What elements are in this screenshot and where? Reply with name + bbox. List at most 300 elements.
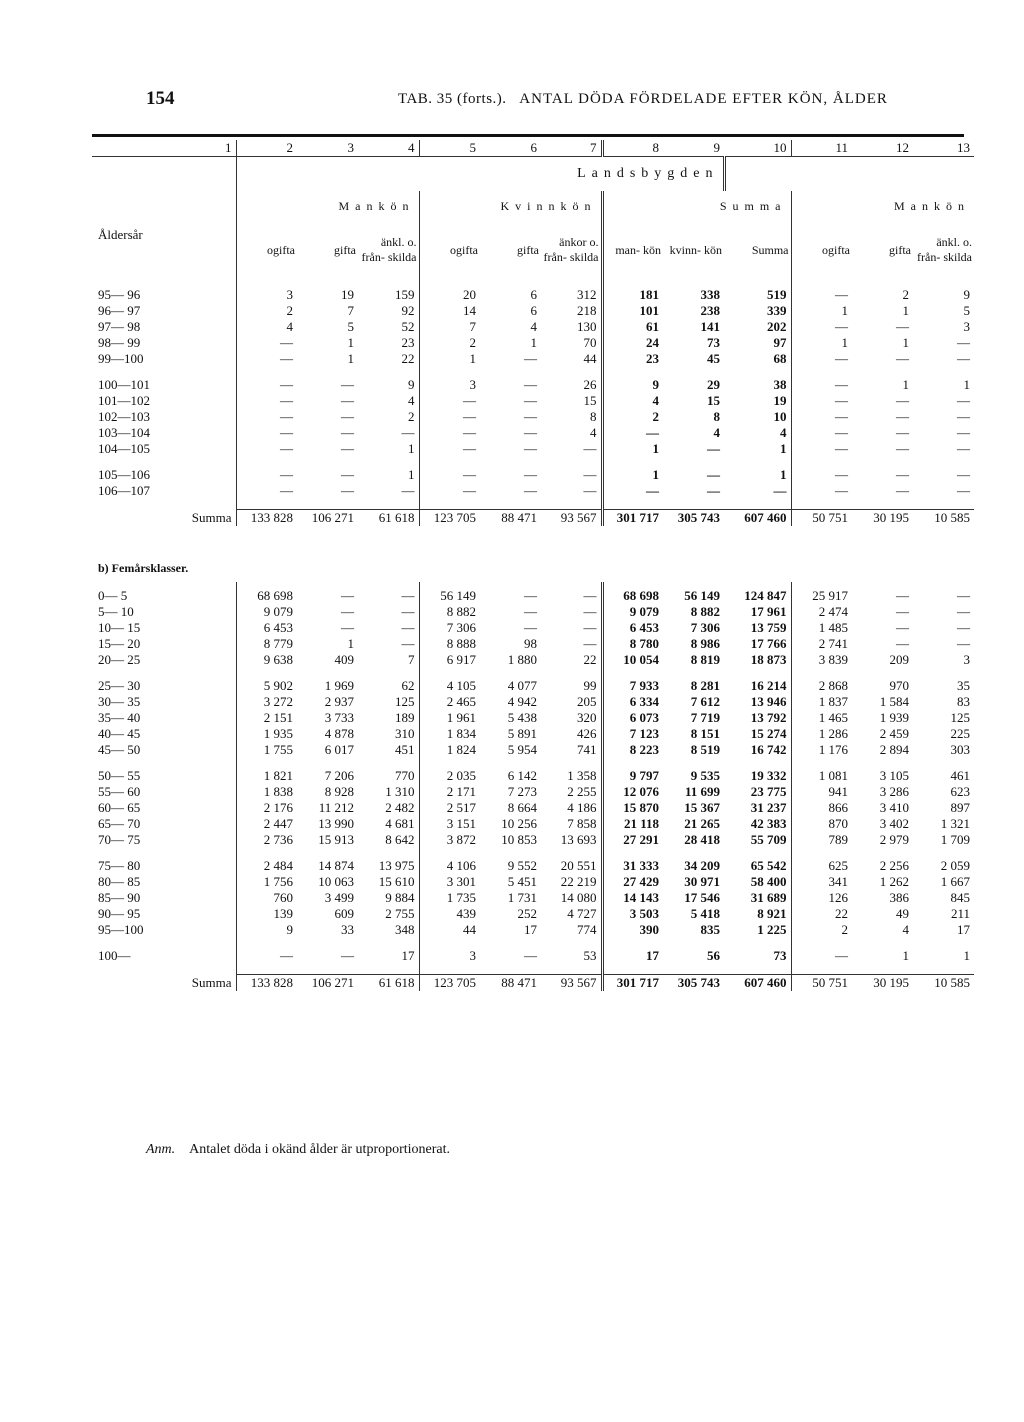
table-cell: — bbox=[896, 636, 909, 651]
blank-cell bbox=[663, 367, 724, 377]
table-cell: 303 bbox=[950, 742, 970, 757]
age-label: 50— 55 bbox=[92, 768, 236, 784]
table-cell: 4 bbox=[724, 425, 791, 441]
table-cell: 17 546 bbox=[684, 890, 720, 905]
table-cell: 5 bbox=[347, 319, 354, 334]
table-cell: 23 bbox=[358, 335, 419, 351]
table-cell: — bbox=[835, 393, 848, 408]
table-cell: 1 bbox=[724, 441, 791, 457]
area-header-row bbox=[92, 157, 974, 192]
table-cell: — bbox=[896, 483, 909, 498]
table-cell: 2 bbox=[841, 922, 848, 937]
table-cell: 1 837 bbox=[818, 694, 848, 709]
table-cell: 55 709 bbox=[724, 832, 791, 848]
table-cell: — bbox=[957, 393, 970, 408]
table-cell: 1 735 bbox=[446, 890, 476, 905]
table-cell: 1 969 bbox=[324, 678, 354, 693]
summa-cell: 50 751 bbox=[791, 510, 852, 527]
table-cell: 2 741 bbox=[818, 636, 848, 651]
table-cell: 2 979 bbox=[879, 832, 909, 847]
top-rule bbox=[92, 134, 964, 137]
table-cell: — bbox=[358, 483, 419, 499]
column-number: 7 bbox=[541, 140, 602, 157]
group-header-kvinnkon: Kvinnkön bbox=[419, 191, 602, 221]
table-cell: 1 262 bbox=[879, 874, 909, 889]
table-cell: 44 bbox=[463, 922, 476, 937]
table-cell: 3 bbox=[469, 377, 476, 392]
blank-cell bbox=[724, 279, 791, 287]
blank-cell bbox=[358, 499, 419, 510]
blank-cell bbox=[852, 279, 913, 287]
table-cell: 8 928 bbox=[324, 784, 354, 799]
table-cell: — bbox=[896, 604, 909, 619]
table-row bbox=[92, 335, 974, 351]
table-cell: — bbox=[646, 483, 659, 498]
age-label: 105—106 bbox=[92, 467, 236, 483]
table-cell: — bbox=[358, 604, 419, 620]
spacer-row bbox=[92, 367, 974, 377]
blank-cell bbox=[358, 367, 419, 377]
table-cell: 73 bbox=[724, 948, 791, 964]
table-cell: — bbox=[524, 588, 537, 603]
table-row bbox=[92, 742, 974, 758]
blank-cell bbox=[419, 964, 480, 975]
table-cell: 29 bbox=[707, 377, 720, 392]
table-cell: 2 bbox=[902, 287, 909, 302]
blank-cell bbox=[852, 367, 913, 377]
table-cell: 19 bbox=[341, 287, 354, 302]
table-cell: 139 bbox=[273, 906, 293, 921]
table-cell: 45 bbox=[707, 351, 720, 366]
table-cell: 774 bbox=[541, 922, 602, 938]
blank-cell bbox=[791, 938, 852, 948]
summa-row bbox=[92, 975, 974, 992]
table-cell: 9 bbox=[286, 922, 293, 937]
table-row bbox=[92, 906, 974, 922]
table-cell: 835 bbox=[700, 922, 720, 937]
table-cell: 15 870 bbox=[623, 800, 659, 815]
summa-cell: 50 751 bbox=[791, 975, 852, 992]
table-cell: 9 638 bbox=[263, 652, 293, 667]
footnote-label: Anm. bbox=[146, 1142, 176, 1157]
age-label: 35— 40 bbox=[92, 710, 236, 726]
table-cell: 7 bbox=[469, 319, 476, 334]
table-cell: 8 281 bbox=[690, 678, 720, 693]
table-cell: 33 bbox=[341, 922, 354, 937]
table-cell: 10 063 bbox=[318, 874, 354, 889]
table-cell: 1 bbox=[347, 636, 354, 651]
table-cell: 741 bbox=[541, 742, 602, 758]
table-cell: — bbox=[646, 425, 659, 440]
table-cell: 897 bbox=[950, 800, 970, 815]
blank-cell bbox=[541, 758, 602, 768]
table-cell: 3 503 bbox=[629, 906, 659, 921]
table-cell: 6 bbox=[530, 303, 537, 318]
group-header-mankon: Mankön bbox=[236, 191, 419, 221]
table-cell: 8 519 bbox=[690, 742, 720, 757]
table-cell: 8 780 bbox=[629, 636, 659, 651]
table-cell: 1 667 bbox=[940, 874, 970, 889]
table-cell: — bbox=[835, 409, 848, 424]
table-cell: 3 bbox=[963, 319, 970, 334]
age-label: 104—105 bbox=[92, 441, 236, 457]
table-cell: 4 105 bbox=[446, 678, 476, 693]
table-row bbox=[92, 303, 974, 319]
table-cell: 56 bbox=[707, 948, 720, 963]
table-cell: — bbox=[957, 483, 970, 498]
blank-cell bbox=[724, 938, 791, 948]
group-header-row bbox=[92, 191, 974, 221]
table-row bbox=[92, 922, 974, 938]
summa-cell: 88 471 bbox=[480, 510, 541, 527]
blank-cell bbox=[419, 457, 480, 467]
blank-cell bbox=[480, 668, 541, 678]
table-cell: 320 bbox=[541, 710, 602, 726]
column-number: 2 bbox=[236, 140, 297, 157]
table-cell: 68 bbox=[724, 351, 791, 367]
table-cell: 6 334 bbox=[629, 694, 659, 709]
blank-cell bbox=[480, 367, 541, 377]
blank-cell bbox=[602, 848, 663, 858]
table-row bbox=[92, 652, 974, 668]
table-cell: 1 584 bbox=[879, 694, 909, 709]
table-cell: 1 485 bbox=[818, 620, 848, 635]
table-cell: 19 bbox=[724, 393, 791, 409]
subheader-cell: gifta bbox=[334, 242, 356, 257]
table-cell: 3 272 bbox=[263, 694, 293, 709]
table-cell: 159 bbox=[358, 287, 419, 303]
table-cell: — bbox=[541, 588, 602, 604]
table-cell: 1 358 bbox=[541, 768, 602, 784]
table-cell: 209 bbox=[889, 652, 909, 667]
table-cell: — bbox=[957, 335, 970, 350]
blank-cell bbox=[419, 668, 480, 678]
table-cell: — bbox=[541, 483, 602, 499]
table-cell: 2 474 bbox=[818, 604, 848, 619]
blank-cell bbox=[236, 758, 297, 768]
table-cell: 3 733 bbox=[324, 710, 354, 725]
table-cell: 1 bbox=[347, 335, 354, 350]
age-label: 55— 60 bbox=[92, 784, 236, 800]
table-cell: 6 142 bbox=[507, 768, 537, 783]
table-cell: 4 bbox=[713, 425, 720, 440]
age-label: 80— 85 bbox=[92, 874, 236, 890]
table-cell: 4 bbox=[530, 319, 537, 334]
spacer-row bbox=[92, 964, 974, 975]
table-cell: 1 935 bbox=[263, 726, 293, 741]
table-cell: — bbox=[341, 620, 354, 635]
blank-cell bbox=[92, 668, 236, 678]
table-cell: 341 bbox=[828, 874, 848, 889]
table-cell: 2 447 bbox=[263, 816, 293, 831]
spacer-row bbox=[92, 758, 974, 768]
table-cell: — bbox=[835, 948, 848, 963]
table-cell: — bbox=[463, 409, 476, 424]
table-cell: 12 076 bbox=[623, 784, 659, 799]
summa-cell: 607 460 bbox=[724, 510, 791, 527]
table-cell: 1 880 bbox=[507, 652, 537, 667]
table-cell: — bbox=[341, 393, 354, 408]
table-cell: 1 bbox=[724, 467, 791, 483]
summa-cell: 607 460 bbox=[724, 975, 791, 992]
table-cell: 6 073 bbox=[629, 710, 659, 725]
table-cell: 1 755 bbox=[263, 742, 293, 757]
table-cell: 3 872 bbox=[446, 832, 476, 847]
blank-cell bbox=[297, 758, 358, 768]
table-cell: 1 321 bbox=[940, 816, 970, 831]
table-cell: — bbox=[896, 588, 909, 603]
table-cell: 1 bbox=[902, 948, 909, 963]
blank-cell bbox=[480, 499, 541, 510]
table-cell: — bbox=[524, 483, 537, 498]
table-cell: 409 bbox=[334, 652, 354, 667]
table-cell: 2 465 bbox=[446, 694, 476, 709]
table-cell: 519 bbox=[724, 287, 791, 303]
area-header: Landsbygden bbox=[236, 157, 724, 192]
spacer-row bbox=[92, 457, 974, 467]
table-cell: — bbox=[341, 604, 354, 619]
table-cell: 218 bbox=[541, 303, 602, 319]
blank-cell bbox=[419, 848, 480, 858]
blank-cell bbox=[852, 668, 913, 678]
column-number: 11 bbox=[791, 140, 852, 157]
column-number: 10 bbox=[724, 140, 791, 157]
blank-cell bbox=[236, 848, 297, 858]
table-cell: 26 bbox=[541, 377, 602, 393]
table-cell: 3 499 bbox=[324, 890, 354, 905]
blank-cell bbox=[852, 499, 913, 510]
table-cell: 870 bbox=[828, 816, 848, 831]
table-cell: 426 bbox=[541, 726, 602, 742]
table-cell: 8 223 bbox=[629, 742, 659, 757]
summa-cell: 305 743 bbox=[663, 510, 724, 527]
column-number: 9 bbox=[663, 140, 724, 157]
age-label: 90— 95 bbox=[92, 906, 236, 922]
table-cell: 7 273 bbox=[507, 784, 537, 799]
summa-cell: 10 585 bbox=[913, 510, 974, 527]
table-cell: 181 bbox=[639, 287, 659, 302]
table-row bbox=[92, 441, 974, 457]
table-row bbox=[92, 710, 974, 726]
summa-cell: 106 271 bbox=[297, 975, 358, 992]
table-cell: 4 186 bbox=[541, 800, 602, 816]
blank-cell bbox=[724, 499, 791, 510]
table-cell: — bbox=[835, 467, 848, 482]
blank-cell bbox=[791, 279, 852, 287]
table-row bbox=[92, 483, 974, 499]
table-cell: 15 bbox=[541, 393, 602, 409]
age-label: 5— 10 bbox=[92, 604, 236, 620]
table-cell: 15 367 bbox=[684, 800, 720, 815]
blank-cell bbox=[913, 367, 974, 377]
table-cell: 2 482 bbox=[358, 800, 419, 816]
table-cell: 8 bbox=[713, 409, 720, 424]
blank-cell bbox=[602, 758, 663, 768]
table-cell: 17 961 bbox=[724, 604, 791, 620]
table-cell: 18 873 bbox=[724, 652, 791, 668]
table-cell: — bbox=[957, 636, 970, 651]
table-cell: 23 775 bbox=[724, 784, 791, 800]
blank-cell bbox=[541, 457, 602, 467]
subheader-cell: kvinn- kön bbox=[669, 242, 722, 257]
table-cell: 9 bbox=[358, 377, 419, 393]
table-cell: — bbox=[463, 393, 476, 408]
subheader-cell: änkl. o. från- skilda bbox=[917, 235, 972, 264]
blank-cell bbox=[602, 668, 663, 678]
table-cell: 14 080 bbox=[541, 890, 602, 906]
table-cell: — bbox=[358, 636, 419, 652]
summa-cell: 10 585 bbox=[913, 975, 974, 992]
summa-cell: 301 717 bbox=[602, 510, 663, 527]
table-row bbox=[92, 604, 974, 620]
table-reference: TAB. 35 (forts.). bbox=[398, 91, 507, 107]
table-cell: 22 219 bbox=[541, 874, 602, 890]
blank-cell bbox=[358, 279, 419, 287]
table-cell: — bbox=[896, 425, 909, 440]
blank-cell bbox=[541, 499, 602, 510]
table-cell: 9 bbox=[963, 287, 970, 302]
table-cell: 3 151 bbox=[446, 816, 476, 831]
column-number: 1 bbox=[92, 140, 236, 157]
table-cell: — bbox=[524, 467, 537, 482]
table-cell: 17 bbox=[358, 948, 419, 964]
table-cell: 31 689 bbox=[724, 890, 791, 906]
summa-cell: 123 705 bbox=[419, 510, 480, 527]
table-cell: — bbox=[835, 425, 848, 440]
table-row bbox=[92, 467, 974, 483]
blank-cell bbox=[297, 499, 358, 510]
blank-cell bbox=[419, 279, 480, 287]
blank-cell bbox=[791, 367, 852, 377]
table-cell: 941 bbox=[828, 784, 848, 799]
blank-cell bbox=[358, 758, 419, 768]
table-cell: 1 286 bbox=[818, 726, 848, 741]
table-cell: 1 756 bbox=[263, 874, 293, 889]
table-cell: 8 642 bbox=[358, 832, 419, 848]
table-cell: 1 bbox=[902, 335, 909, 350]
table-cell: 2 151 bbox=[263, 710, 293, 725]
blank-cell bbox=[602, 938, 663, 948]
subheader-cell: Summa bbox=[724, 221, 791, 279]
table-cell: 73 bbox=[707, 335, 720, 350]
column-number: 4 bbox=[358, 140, 419, 157]
blank-cell bbox=[602, 457, 663, 467]
table-cell: — bbox=[896, 467, 909, 482]
table-cell: — bbox=[341, 588, 354, 603]
table-row bbox=[92, 890, 974, 906]
summa-cell: 305 743 bbox=[663, 975, 724, 992]
table-cell: 9 535 bbox=[690, 768, 720, 783]
subheader-cell: ogifta bbox=[822, 242, 850, 257]
subheader-cell: man- kön bbox=[615, 242, 661, 257]
summa-cell: 133 828 bbox=[236, 975, 297, 992]
table-cell: 252 bbox=[517, 906, 537, 921]
table-cell: 205 bbox=[541, 694, 602, 710]
table-cell: 44 bbox=[541, 351, 602, 367]
table-cell: 6 453 bbox=[629, 620, 659, 635]
table-cell: — bbox=[541, 636, 602, 652]
age-label: 96— 97 bbox=[92, 303, 236, 319]
table-cell: 130 bbox=[541, 319, 602, 335]
table-cell: — bbox=[957, 620, 970, 635]
table-cell: 98 bbox=[524, 636, 537, 651]
age-label: 70— 75 bbox=[92, 832, 236, 848]
table-cell: 1 731 bbox=[507, 890, 537, 905]
table-cell: — bbox=[280, 948, 293, 963]
table-row bbox=[92, 393, 974, 409]
blank-cell bbox=[297, 279, 358, 287]
table-cell: — bbox=[896, 620, 909, 635]
table-cell: 38 bbox=[724, 377, 791, 393]
table-cell: 17 766 bbox=[724, 636, 791, 652]
table-cell: 25 917 bbox=[812, 588, 848, 603]
blank-cell bbox=[480, 848, 541, 858]
subheader-cell: änkor o. från- skilda bbox=[541, 221, 602, 279]
table-cell: 4 bbox=[652, 393, 659, 408]
table-cell: 1 939 bbox=[879, 710, 909, 725]
summa-cell: 123 705 bbox=[419, 975, 480, 992]
table-cell: 1 821 bbox=[263, 768, 293, 783]
blank-cell bbox=[602, 964, 663, 975]
table-cell: 3 bbox=[286, 287, 293, 302]
table-cell: — bbox=[280, 351, 293, 366]
table-cell: 1 bbox=[530, 335, 537, 350]
table-cell: 1 bbox=[963, 948, 970, 963]
table-cell: 461 bbox=[950, 768, 970, 783]
table-cell: 13 946 bbox=[724, 694, 791, 710]
table-cell: 9 079 bbox=[263, 604, 293, 619]
table-cell: 5 891 bbox=[507, 726, 537, 741]
table-cell: 2 868 bbox=[818, 678, 848, 693]
blank-cell bbox=[913, 938, 974, 948]
blank-cell bbox=[663, 758, 724, 768]
table-cell: 2 459 bbox=[879, 726, 909, 741]
blank-cell bbox=[297, 668, 358, 678]
table-cell: 125 bbox=[950, 710, 970, 725]
column-number: 3 bbox=[297, 140, 358, 157]
column-number: 6 bbox=[480, 140, 541, 157]
blank-cell bbox=[92, 367, 236, 377]
table-cell: 8 151 bbox=[690, 726, 720, 741]
table-cell: 623 bbox=[950, 784, 970, 799]
blank-cell bbox=[236, 499, 297, 510]
table-cell: 14 143 bbox=[623, 890, 659, 905]
table-cell: — bbox=[896, 409, 909, 424]
table-cell: — bbox=[896, 351, 909, 366]
blank-cell bbox=[724, 848, 791, 858]
summa-cell: 301 717 bbox=[602, 975, 663, 992]
table-cell: 126 bbox=[828, 890, 848, 905]
table-cell: — bbox=[541, 467, 602, 483]
table-cell: 15 913 bbox=[318, 832, 354, 847]
column-number: 5 bbox=[419, 140, 480, 157]
blank-cell bbox=[358, 938, 419, 948]
table-cell: 2 176 bbox=[263, 800, 293, 815]
table-cell: 31 237 bbox=[724, 800, 791, 816]
blank-cell bbox=[480, 758, 541, 768]
table-cell: — bbox=[524, 620, 537, 635]
blank-cell bbox=[358, 457, 419, 467]
column-number: 13 bbox=[913, 140, 974, 157]
table-cell: 1 834 bbox=[446, 726, 476, 741]
table-cell: 10 256 bbox=[501, 816, 537, 831]
blank-cell bbox=[913, 279, 974, 287]
table-cell: 17 bbox=[957, 922, 970, 937]
table-cell: 30 971 bbox=[684, 874, 720, 889]
subheader-cell: ogifta bbox=[267, 242, 295, 257]
table-cell: 8 921 bbox=[724, 906, 791, 922]
table-cell: 52 bbox=[358, 319, 419, 335]
